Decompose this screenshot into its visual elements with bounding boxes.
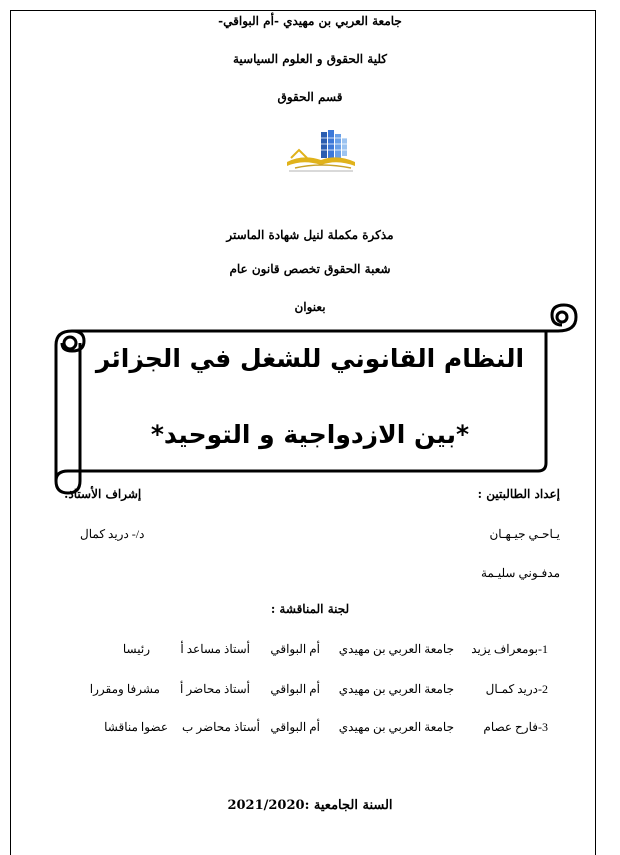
thesis-title-line-1: النظام القانوني للشغل في الجزائر xyxy=(95,344,525,373)
thesis-title-line-2: *بين الازدواجية و التوحيد* xyxy=(150,420,470,449)
committee-label: لجنة المناقشة : xyxy=(270,602,350,616)
department-name: قسم الحقوق xyxy=(277,90,343,104)
member-2-role: مشرفا ومقررا xyxy=(89,682,160,696)
student-name-1: يـاحـي جيـهـان xyxy=(489,527,560,541)
member-2-city: أم البواقي xyxy=(270,682,320,696)
member-1-role: رئيسا xyxy=(122,642,150,656)
thesis-branch: شعبة الحقوق تخصص قانون عام xyxy=(229,262,391,276)
academic-year: السنة الجامعية :2021/2020 xyxy=(227,798,393,813)
supervisor-label: إشراف الأستاذ: xyxy=(64,487,142,501)
member-3-city: أم البواقي xyxy=(270,720,320,734)
member-2-name: 2-دريد كمـال xyxy=(485,682,548,696)
member-2-university: جامعة العربي بن مهيدي xyxy=(338,682,454,696)
university-logo-icon xyxy=(281,128,361,176)
title-label: بعنوان xyxy=(294,300,326,314)
member-2-rank: أستاذ محاضر أ xyxy=(180,682,250,696)
member-1-rank: أستاذ مساعد أ xyxy=(180,642,250,656)
member-1-name: 1-بومعراف يزيد xyxy=(471,642,548,656)
students-label: إعداد الطالبتين : xyxy=(477,487,560,501)
title-scroll-banner xyxy=(48,303,580,495)
member-3-role: عضوا مناقشا xyxy=(104,720,168,734)
member-1-university: جامعة العربي بن مهيدي xyxy=(338,642,454,656)
thesis-type: مذكرة مكملة لنيل شهادة الماستر xyxy=(226,228,394,242)
supervisor-name: د/- دريد كمال xyxy=(80,527,145,541)
university-name: جامعة العربي بن مهيدي -أم البواقي- xyxy=(218,14,402,28)
member-1-city: أم البواقي xyxy=(270,642,320,656)
faculty-name: كلية الحقوق و العلوم السياسية xyxy=(232,52,388,66)
member-3-university: جامعة العربي بن مهيدي xyxy=(338,720,454,734)
member-3-rank: أستاذ محاضر ب xyxy=(182,720,260,734)
student-name-2: مدفـوني سليـمة xyxy=(480,566,560,580)
member-3-name: 3-فارح عصام xyxy=(483,720,548,734)
